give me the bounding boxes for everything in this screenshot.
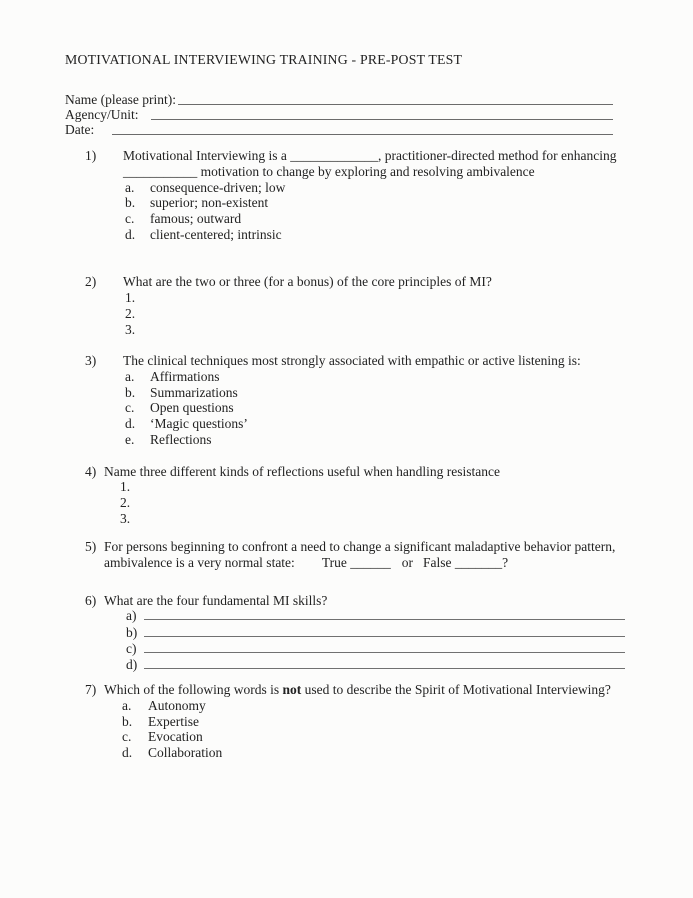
- question-6-number: 6): [85, 592, 97, 608]
- question-7: [65, 682, 613, 761]
- option-text: Evocation: [148, 729, 203, 745]
- answer-line: [144, 625, 625, 637]
- question-2-blank-3: 3.: [125, 321, 136, 337]
- question-5-text-line2: [104, 555, 613, 571]
- question-6-body: [104, 593, 613, 673]
- question-7-text-after: used to describe the Spirit of Motivational Interviewing?: [301, 682, 611, 698]
- question-1-text-line2: ___________ motivation to change by exploring and resolving ambivalence: [123, 163, 535, 179]
- question-5: [65, 539, 616, 571]
- question-5-text-line1: For persons beginning to confront a need to change a significant maladaptive behavior pattern,: [104, 539, 616, 555]
- true-label: True: [321, 555, 347, 571]
- name-field-line: [178, 92, 613, 105]
- option-text: ‘Magic questions’: [150, 416, 248, 432]
- answer-line: [144, 608, 625, 620]
- question-5-suffix: ?: [502, 555, 509, 571]
- option-text: Affirmations: [150, 369, 220, 384]
- page-title: MOTIVATIONAL INTERVIEWING TRAINING - PRE-POST TEST: [65, 52, 463, 67]
- question-2: [65, 274, 613, 337]
- question-6-blank-b: [126, 625, 613, 641]
- question-3-number: 3): [85, 353, 97, 369]
- agency-field-row: [65, 107, 613, 122]
- option-letter: d.: [125, 226, 136, 242]
- date-field-line: [112, 122, 613, 135]
- question-4-number: 4): [85, 463, 97, 479]
- answer-line: [144, 641, 625, 653]
- option-letter: d.: [125, 416, 136, 432]
- false-blank-line: _______: [454, 555, 503, 571]
- agency-field-line: [151, 107, 614, 120]
- question-7-text-bold: not: [282, 682, 302, 698]
- question-7-text: [104, 682, 613, 698]
- option-text: Autonomy: [148, 697, 206, 713]
- answer-line: [144, 657, 625, 669]
- name-field-label: Name (please print):: [65, 91, 176, 107]
- option-text: Collaboration: [148, 745, 223, 760]
- question-7-option-b: [122, 714, 613, 730]
- document-content: [65, 52, 617, 761]
- question-6: [65, 593, 613, 673]
- true-blank-line: ______: [350, 555, 391, 571]
- blank-letter: b): [126, 624, 138, 640]
- question-2-blank-1: 1.: [125, 290, 136, 306]
- option-letter: e.: [125, 431, 135, 447]
- option-letter: c.: [125, 211, 135, 227]
- blank-letter: c): [126, 640, 137, 656]
- question-7-option-c: [122, 729, 613, 745]
- question-4-body: [104, 464, 613, 527]
- question-7-text-before: Which of the following words is: [104, 682, 283, 698]
- question-1-option-a: [125, 180, 613, 196]
- question-1: [65, 148, 617, 242]
- blank-letter: d): [126, 657, 138, 672]
- question-5-number: 5): [85, 539, 97, 555]
- question-2-blank-2: 2.: [125, 305, 136, 321]
- question-1-text-line1: Motivational Interviewing is a _____________, practitioner-directed method for enhancing: [123, 148, 617, 164]
- false-label: False: [422, 555, 452, 571]
- question-4-text: Name three different kinds of reflections useful when handling resistance: [104, 463, 500, 479]
- question-2-text: What are the two or three (for a bonus) of the core principles of MI?: [123, 274, 492, 290]
- question-1-option-c: [125, 211, 613, 227]
- question-1-option-d: [125, 227, 613, 243]
- option-letter: d.: [122, 745, 133, 760]
- question-7-body: [104, 682, 613, 761]
- question-4-blank-3: 3.: [120, 510, 131, 526]
- question-3-body: [123, 353, 613, 447]
- option-text: Reflections: [150, 431, 212, 447]
- option-text: famous; outward: [150, 211, 242, 227]
- question-2-number: 2): [85, 274, 97, 290]
- question-1-option-b: [125, 195, 613, 211]
- question-6-blank-d: [126, 657, 613, 673]
- question-6-blank-c: [126, 641, 613, 657]
- question-5-body: [104, 539, 616, 571]
- header-fields: [65, 92, 613, 138]
- option-letter: c.: [122, 729, 132, 745]
- option-text: Open questions: [150, 400, 234, 416]
- option-text: Expertise: [148, 713, 199, 729]
- question-7-option-d: [122, 745, 613, 761]
- option-text: consequence-driven; low: [150, 179, 286, 195]
- question-4-blank-2: 2.: [120, 494, 131, 510]
- question-3-text: The clinical techniques most strongly associated with empathic or active listening is:: [123, 353, 581, 369]
- date-field-row: [65, 122, 613, 137]
- question-1-body: [123, 148, 617, 242]
- question-2-body: [123, 274, 613, 337]
- question-4-blank-1: 1.: [120, 479, 131, 495]
- name-field-row: [65, 92, 613, 107]
- question-3-option-b: [125, 385, 613, 401]
- question-5-line2-prefix: ambivalence is a very normal state:: [104, 555, 295, 571]
- question-3-option-a: [125, 369, 613, 385]
- question-7-option-a: [122, 698, 613, 714]
- option-letter: b.: [125, 195, 136, 211]
- date-field-label: Date:: [65, 122, 95, 138]
- option-text: superior; non-existent: [150, 195, 269, 211]
- option-letter: a.: [125, 369, 135, 384]
- question-3-option-e: [125, 432, 613, 448]
- option-letter: a.: [125, 179, 135, 195]
- question-1-number: 1): [85, 148, 97, 164]
- question-3-option-d: [125, 416, 613, 432]
- question-7-number: 7): [85, 682, 97, 698]
- question-3: [65, 353, 613, 447]
- question-3-option-c: [125, 400, 613, 416]
- blank-letter: a): [126, 608, 137, 624]
- option-letter: b.: [122, 713, 133, 729]
- question-6-blank-a: [126, 608, 613, 624]
- option-letter: a.: [122, 697, 132, 713]
- or-label: or: [401, 555, 413, 571]
- agency-field-label: Agency/Unit:: [65, 106, 139, 122]
- option-text: Summarizations: [150, 384, 238, 400]
- question-4: [65, 464, 613, 527]
- option-text: client-centered; intrinsic: [150, 226, 282, 242]
- option-letter: b.: [125, 384, 136, 400]
- question-6-text: What are the four fundamental MI skills?: [104, 592, 328, 608]
- option-letter: c.: [125, 400, 135, 416]
